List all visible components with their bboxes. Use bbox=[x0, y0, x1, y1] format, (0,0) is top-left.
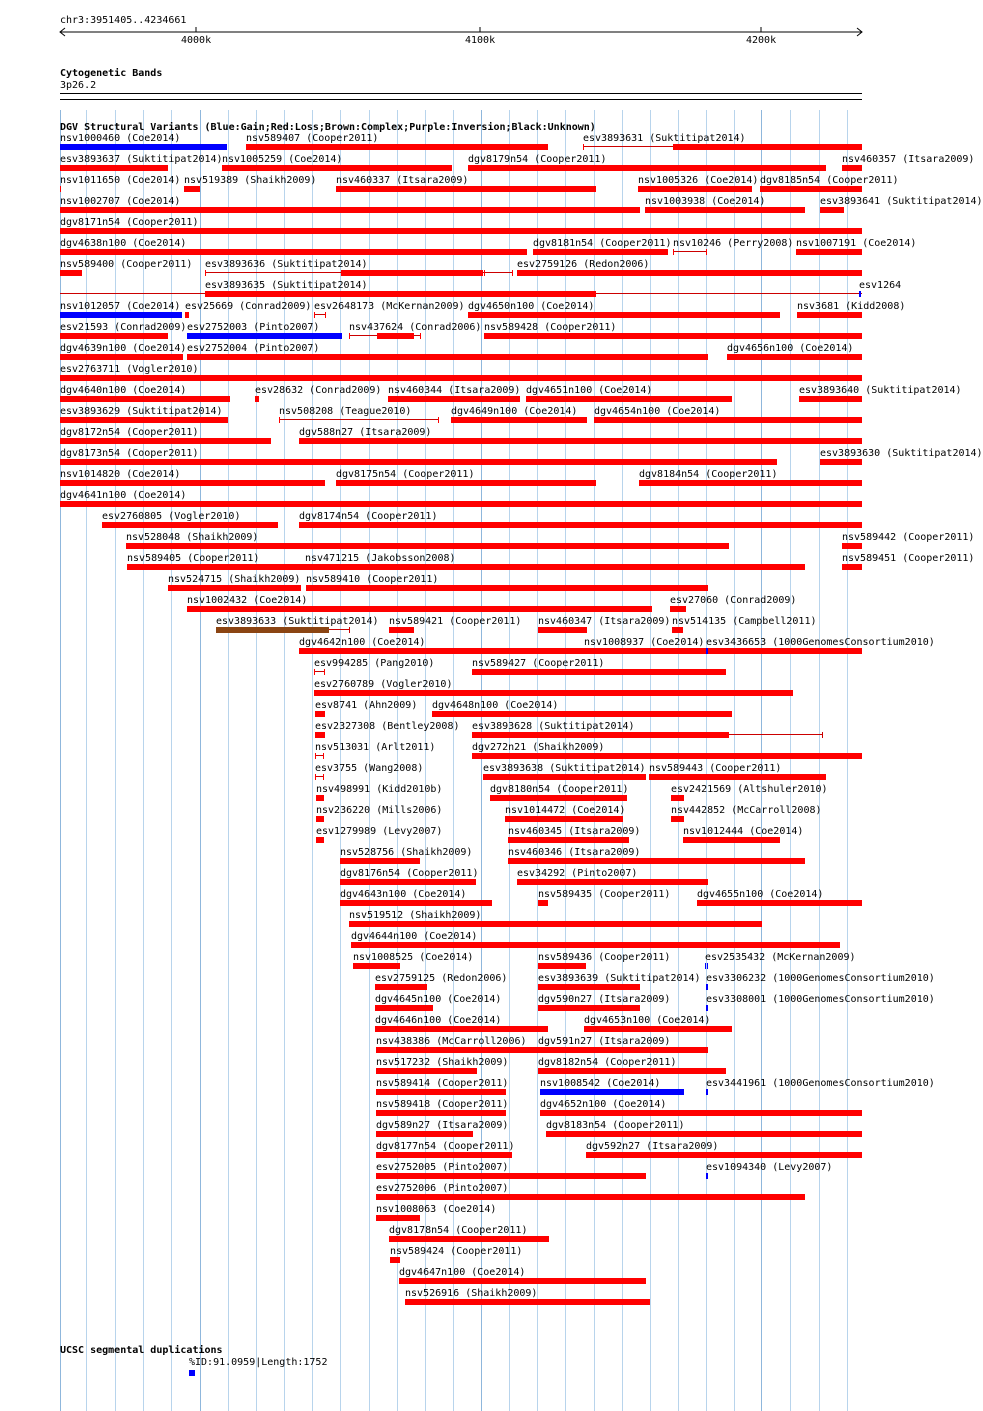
feature-bar[interactable] bbox=[649, 774, 826, 780]
feature-label: esv2535432 (McKernan2009) bbox=[705, 952, 856, 963]
feature-label: nsv460337 (Itsara2009) bbox=[336, 175, 469, 186]
feature-bar[interactable] bbox=[798, 312, 862, 318]
feature-label: nsv508208 (Teague2010) bbox=[279, 406, 412, 417]
feature-bar[interactable] bbox=[673, 144, 862, 150]
feature-label: esv1279989 (Levy2007) bbox=[316, 826, 443, 837]
feature-label: esv2421569 (Altshuler2010) bbox=[671, 784, 828, 795]
feature-label: dgv592n27 (Itsara2009) bbox=[586, 1141, 719, 1152]
feature-label: dgv8176n54 (Cooper2011) bbox=[340, 868, 479, 879]
feature-label: dgv591n27 (Itsara2009) bbox=[538, 1036, 671, 1047]
feature-label: nsv589442 (Cooper2011) bbox=[842, 532, 975, 543]
feature-bar[interactable] bbox=[584, 1026, 732, 1032]
feature-label: nsv1002707 (Coe2014) bbox=[60, 196, 181, 207]
feature-label: nsv442852 (McCarroll2008) bbox=[671, 805, 822, 816]
feature-bar[interactable] bbox=[842, 564, 862, 570]
feature-bar[interactable] bbox=[376, 1194, 805, 1200]
feature-label: nsv1011650 (Coe2014) bbox=[60, 175, 181, 186]
feature-label: nsv589424 (Cooper2011) bbox=[390, 1246, 523, 1257]
feature-bar[interactable] bbox=[706, 648, 708, 654]
feature-label: nsv589410 (Cooper2011) bbox=[306, 574, 439, 585]
feature-bar[interactable] bbox=[594, 417, 862, 423]
feature-label: dgv8180n54 (Cooper2011) bbox=[490, 784, 629, 795]
feature-label: nsv589421 (Cooper2011) bbox=[389, 616, 522, 627]
feature-label: esv28632 (Conrad2009) bbox=[255, 385, 382, 396]
feature-label: nsv1000460 (Coe2014) bbox=[60, 133, 181, 144]
feature-label: dgv8173n54 (Cooper2011) bbox=[60, 448, 199, 459]
segdup-bar[interactable] bbox=[189, 1370, 195, 1376]
feature-label: dgv589n27 (Itsara2009) bbox=[376, 1120, 509, 1131]
feature-label: dgv4638n100 (Coe2014) bbox=[60, 238, 187, 249]
feature-label: nsv517232 (Shaikh2009) bbox=[376, 1057, 509, 1068]
feature-bar[interactable] bbox=[349, 921, 762, 927]
feature-bar[interactable] bbox=[706, 984, 708, 990]
feature-label: nsv589428 (Cooper2011) bbox=[484, 322, 617, 333]
feature-bar[interactable] bbox=[672, 627, 683, 633]
feature-label: dgv4643n100 (Coe2014) bbox=[340, 889, 467, 900]
feature-label: nsv589418 (Cooper2011) bbox=[376, 1099, 509, 1110]
feature-label: nsv1008063 (Coe2014) bbox=[376, 1204, 497, 1215]
feature-bar[interactable] bbox=[706, 1173, 708, 1179]
feature-label: nsv589405 (Cooper2011) bbox=[127, 553, 260, 564]
feature-glyph[interactable] bbox=[0, 732, 890, 743]
feature-bar[interactable] bbox=[727, 354, 862, 360]
feature-bar[interactable] bbox=[706, 1005, 708, 1011]
feature-label: esv2327308 (Bentley2008) bbox=[315, 721, 460, 732]
feature-label: esv3893636 (Suktitipat2014) bbox=[205, 259, 368, 270]
feature-glyph[interactable] bbox=[0, 648, 890, 659]
ruler-tick-4100k: 4100k bbox=[465, 35, 496, 46]
feature-label: nsv589451 (Cooper2011) bbox=[842, 553, 975, 564]
feature-label: esv994285 (Pang2010) bbox=[314, 658, 435, 669]
cytoband-label[interactable]: 3p26.2 bbox=[60, 80, 97, 91]
feature-bar[interactable] bbox=[60, 228, 862, 234]
feature-bar[interactable] bbox=[472, 732, 729, 738]
feature-connector bbox=[584, 146, 673, 147]
feature-label: nsv1005259 (Coe2014) bbox=[222, 154, 343, 165]
feature-label: esv3755 (Wang2008) bbox=[315, 763, 424, 774]
feature-label: dgv8185n54 (Cooper2011) bbox=[760, 175, 899, 186]
feature-bar[interactable] bbox=[351, 942, 840, 948]
feature-label: nsv589443 (Cooper2011) bbox=[649, 763, 782, 774]
feature-label: nsv524715 (Shaikh2009) bbox=[168, 574, 301, 585]
feature-glyph[interactable] bbox=[0, 1299, 890, 1310]
feature-bar[interactable] bbox=[405, 1299, 650, 1305]
feature-label: esv3893628 (Suktitipat2014) bbox=[472, 721, 635, 732]
feature-label: esv3308001 (1000GenomesConsortium2010) bbox=[706, 994, 935, 1005]
feature-label: dgv4654n100 (Coe2014) bbox=[594, 406, 721, 417]
feature-label: dgv8184n54 (Cooper2011) bbox=[639, 469, 778, 480]
feature-connector bbox=[729, 734, 822, 735]
feature-bar[interactable] bbox=[706, 1089, 708, 1095]
feature-label: dgv8175n54 (Cooper2011) bbox=[336, 469, 475, 480]
feature-label: esv3893635 (Suktitipat2014) bbox=[205, 280, 368, 291]
feature-bar[interactable] bbox=[389, 1236, 549, 1242]
feature-label: nsv589407 (Cooper2011) bbox=[246, 133, 379, 144]
feature-label: nsv460347 (Itsara2009) bbox=[538, 616, 671, 627]
feature-label: nsv589436 (Cooper2011) bbox=[538, 952, 671, 963]
feature-label: esv3893639 (Suktitipat2014) bbox=[538, 973, 701, 984]
feature-label: esv2759125 (Redon2006) bbox=[375, 973, 508, 984]
feature-label: esv3893637 (Suktitipat2014) bbox=[60, 154, 223, 165]
feature-label: esv3893640 (Suktitipat2014) bbox=[799, 385, 962, 396]
feature-label: dgv4644n100 (Coe2014) bbox=[351, 931, 478, 942]
feature-label: nsv1008542 (Coe2014) bbox=[540, 1078, 661, 1089]
feature-bar[interactable] bbox=[796, 249, 862, 255]
feature-label: esv3893638 (Suktitipat2014) bbox=[483, 763, 646, 774]
segdup-track-title: UCSC segmental duplications bbox=[60, 1345, 223, 1356]
feature-label: nsv519389 (Shaikh2009) bbox=[184, 175, 317, 186]
feature-label: nsv10246 (Perry2008) bbox=[673, 238, 794, 249]
feature-bar[interactable] bbox=[472, 753, 862, 759]
feature-label: dgv4647n100 (Coe2014) bbox=[399, 1267, 526, 1278]
feature-label: dgv4641n100 (Coe2014) bbox=[60, 490, 187, 501]
feature-label: dgv4650n100 (Coe2014) bbox=[468, 301, 595, 312]
feature-label: dgv4649n100 (Coe2014) bbox=[451, 406, 578, 417]
feature-label: dgv4642n100 (Coe2014) bbox=[299, 637, 426, 648]
feature-bar[interactable] bbox=[842, 165, 862, 171]
feature-bar[interactable] bbox=[671, 795, 684, 801]
feature-label: esv2763711 (Vogler2010) bbox=[60, 364, 199, 375]
feature-label: esv2752004 (Pinto2007) bbox=[187, 343, 320, 354]
feature-bar[interactable] bbox=[314, 690, 793, 696]
feature-label: nsv438386 (McCarroll2006) bbox=[376, 1036, 527, 1047]
feature-label: nsv589427 (Cooper2011) bbox=[472, 658, 605, 669]
feature-bar[interactable] bbox=[306, 585, 708, 591]
feature-label: nsv589400 (Cooper2011) bbox=[60, 259, 193, 270]
feature-label: esv25669 (Conrad2009) bbox=[185, 301, 312, 312]
feature-bar[interactable] bbox=[799, 396, 862, 402]
feature-label: nsv460345 (Itsara2009) bbox=[508, 826, 641, 837]
feature-label: dgv8177n54 (Cooper2011) bbox=[376, 1141, 515, 1152]
feature-label: dgv4656n100 (Coe2014) bbox=[727, 343, 854, 354]
feature-bar[interactable] bbox=[705, 963, 706, 969]
feature-label: esv2752006 (Pinto2007) bbox=[376, 1183, 509, 1194]
feature-bar[interactable] bbox=[376, 1215, 420, 1221]
feature-label: esv2760789 (Vogler2010) bbox=[314, 679, 453, 690]
feature-label: esv2752005 (Pinto2007) bbox=[376, 1162, 509, 1173]
feature-label: nsv460344 (Itsara2009) bbox=[388, 385, 521, 396]
feature-label: nsv498991 (Kidd2010b) bbox=[316, 784, 443, 795]
feature-label: dgv4645n100 (Coe2014) bbox=[375, 994, 502, 1005]
feature-label: dgv4652n100 (Coe2014) bbox=[540, 1099, 667, 1110]
location-label: chr3:3951405..4234661 bbox=[60, 15, 187, 26]
feature-glyph[interactable] bbox=[0, 564, 890, 575]
feature-label: dgv590n27 (Itsara2009) bbox=[538, 994, 671, 1005]
feature-label: dgv8182n54 (Cooper2011) bbox=[538, 1057, 677, 1068]
cytoband-line-bottom bbox=[60, 99, 862, 100]
feature-label: nsv1014820 (Coe2014) bbox=[60, 469, 181, 480]
feature-bar[interactable] bbox=[859, 291, 861, 297]
feature-label: dgv8178n54 (Cooper2011) bbox=[389, 1225, 528, 1236]
feature-label: nsv3681 (Kidd2008) bbox=[797, 301, 906, 312]
feature-label: nsv1002432 (Coe2014) bbox=[187, 595, 308, 606]
feature-label: esv2759126 (Redon2006) bbox=[517, 259, 650, 270]
feature-bar[interactable] bbox=[760, 186, 862, 192]
feature-label: dgv4639n100 (Coe2014) bbox=[60, 343, 187, 354]
feature-label: esv1094340 (Levy2007) bbox=[706, 1162, 833, 1173]
feature-label: nsv1007191 (Coe2014) bbox=[796, 238, 917, 249]
feature-label: esv8741 (Ahn2009) bbox=[315, 700, 418, 711]
feature-label: dgv4651n100 (Coe2014) bbox=[526, 385, 653, 396]
feature-label: esv3306232 (1000GenomesConsortium2010) bbox=[706, 973, 935, 984]
feature-label: nsv589414 (Cooper2011) bbox=[376, 1078, 509, 1089]
feature-label: esv3893629 (Suktitipat2014) bbox=[60, 406, 223, 417]
feature-bar[interactable] bbox=[540, 1110, 862, 1116]
feature-bar[interactable] bbox=[508, 858, 805, 864]
feature-label: nsv460357 (Itsara2009) bbox=[842, 154, 975, 165]
feature-bar[interactable] bbox=[820, 207, 844, 213]
feature-bar[interactable] bbox=[586, 1152, 862, 1158]
feature-glyph[interactable] bbox=[0, 270, 890, 281]
feature-label: esv2648173 (McKernan2009) bbox=[314, 301, 465, 312]
feature-label: dgv4640n100 (Coe2014) bbox=[60, 385, 187, 396]
feature-label: nsv437624 (Conrad2006) bbox=[349, 322, 482, 333]
feature-bar[interactable] bbox=[538, 1047, 708, 1053]
feature-label: nsv528048 (Shaikh2009) bbox=[126, 532, 259, 543]
feature-label: nsv1003938 (Coe2014) bbox=[645, 196, 766, 207]
ruler-tick-4200k: 4200k bbox=[746, 35, 777, 46]
feature-label: dgv4646n100 (Coe2014) bbox=[375, 1015, 502, 1026]
feature-label: esv3441961 (1000GenomesConsortium2010) bbox=[706, 1078, 935, 1089]
feature-label: nsv1014472 (Coe2014) bbox=[505, 805, 626, 816]
feature-bar[interactable] bbox=[484, 333, 862, 339]
feature-bar[interactable] bbox=[299, 438, 862, 444]
feature-label: esv27060 (Conrad2009) bbox=[670, 595, 797, 606]
feature-label: esv2760805 (Vogler2010) bbox=[102, 511, 241, 522]
feature-bar[interactable] bbox=[670, 606, 686, 612]
feature-label: dgv588n27 (Itsara2009) bbox=[299, 427, 432, 438]
feature-label: nsv526916 (Shaikh2009) bbox=[405, 1288, 538, 1299]
feature-bar[interactable] bbox=[299, 522, 862, 528]
feature-bar[interactable] bbox=[390, 1257, 400, 1263]
feature-bar[interactable] bbox=[820, 459, 862, 465]
feature-label: esv3893633 (Suktitipat2014) bbox=[216, 616, 379, 627]
feature-label: dgv272n21 (Shaikh2009) bbox=[472, 742, 605, 753]
dgv-track-title: DGV Structural Variants (Blue:Gain;Red:Loss;Brown:Complex;Purple:Inversion;Black:Unknown) bbox=[60, 122, 596, 133]
feature-label: nsv519512 (Shaikh2009) bbox=[349, 910, 482, 921]
feature-label: nsv1012444 (Coe2014) bbox=[683, 826, 804, 837]
feature-label: nsv528756 (Shaikh2009) bbox=[340, 847, 473, 858]
feature-bar[interactable] bbox=[517, 270, 862, 276]
segdup-label: %ID:91.0959|Length:1752 bbox=[189, 1357, 328, 1368]
feature-label: dgv8174n54 (Cooper2011) bbox=[299, 511, 438, 522]
feature-bar[interactable] bbox=[697, 900, 862, 906]
cytoband-line-top bbox=[60, 93, 862, 94]
feature-label: dgv4655n100 (Coe2014) bbox=[697, 889, 824, 900]
feature-bar[interactable] bbox=[671, 816, 684, 822]
feature-label: esv3893641 (Suktitipat2014) bbox=[820, 196, 983, 207]
feature-label: esv3893630 (Suktitipat2014) bbox=[820, 448, 983, 459]
feature-label: nsv1005326 (Coe2014) bbox=[638, 175, 759, 186]
feature-label: esv3893631 (Suktitipat2014) bbox=[583, 133, 746, 144]
feature-bar[interactable] bbox=[639, 480, 862, 486]
feature-bar[interactable] bbox=[399, 1278, 646, 1284]
feature-label: nsv589435 (Cooper2011) bbox=[538, 889, 671, 900]
feature-label: esv1264 bbox=[859, 280, 902, 291]
feature-label: dgv8179n54 (Cooper2011) bbox=[468, 154, 607, 165]
feature-label: nsv513031 (Arlt2011) bbox=[315, 742, 436, 753]
feature-label: nsv1008937 (Coe2014) bbox=[584, 637, 705, 648]
feature-label: dgv8181n54 (Cooper2011) bbox=[533, 238, 672, 249]
feature-end-tick bbox=[822, 732, 823, 738]
feature-label: nsv236220 (Mills2006) bbox=[316, 805, 443, 816]
feature-label: nsv1008525 (Coe2014) bbox=[353, 952, 474, 963]
feature-bar[interactable] bbox=[517, 879, 708, 885]
feature-label: nsv514135 (Campbell2011) bbox=[672, 616, 817, 627]
feature-bar[interactable] bbox=[472, 669, 726, 675]
feature-bar[interactable] bbox=[538, 1068, 726, 1074]
feature-bar[interactable] bbox=[60, 501, 862, 507]
feature-label: esv21593 (Conrad2009) bbox=[60, 322, 187, 333]
feature-bar[interactable] bbox=[60, 375, 862, 381]
feature-label: dgv8172n54 (Cooper2011) bbox=[60, 427, 199, 438]
feature-bar[interactable] bbox=[683, 837, 780, 843]
feature-bar[interactable] bbox=[546, 1131, 862, 1137]
feature-label: nsv1012057 (Coe2014) bbox=[60, 301, 181, 312]
feature-label: dgv4653n100 (Coe2014) bbox=[584, 1015, 711, 1026]
feature-bar[interactable] bbox=[707, 963, 708, 969]
feature-label: esv2752003 (Pinto2007) bbox=[187, 322, 320, 333]
feature-label: nsv471215 (Jakobsson2008) bbox=[305, 553, 456, 564]
feature-label: esv3436653 (1000GenomesConsortium2010) bbox=[706, 637, 935, 648]
feature-label: dgv8183n54 (Cooper2011) bbox=[546, 1120, 685, 1131]
cytoband-track-title: Cytogenetic Bands bbox=[60, 68, 163, 79]
feature-label: esv34292 (Pinto2007) bbox=[517, 868, 638, 879]
feature-label: dgv4648n100 (Coe2014) bbox=[432, 700, 559, 711]
feature-label: nsv460346 (Itsara2009) bbox=[508, 847, 641, 858]
feature-bar[interactable] bbox=[432, 711, 732, 717]
feature-label: dgv8171n54 (Cooper2011) bbox=[60, 217, 199, 228]
feature-bar[interactable] bbox=[583, 144, 584, 150]
ruler-tick-4000k: 4000k bbox=[181, 35, 212, 46]
feature-bar[interactable] bbox=[842, 543, 862, 549]
